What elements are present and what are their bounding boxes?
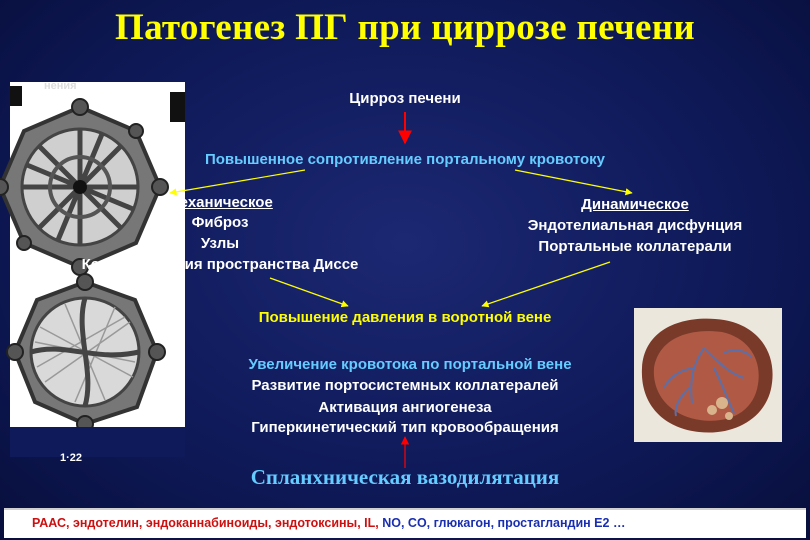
footer-mediators-bar bbox=[4, 508, 806, 538]
footer-mediators bbox=[32, 516, 625, 530]
mechanical-item: Узлы bbox=[200, 235, 240, 252]
consequence-item: Активация ангиогенеза bbox=[318, 399, 492, 416]
node-portal-flow: Увеличение кровотока по портальной вене bbox=[248, 356, 572, 373]
arrow-dynamic-to-pressure bbox=[482, 262, 610, 306]
node-increased-resistance: Повышенное сопротивление портальному кровотоку bbox=[204, 151, 606, 168]
arrow-resistance-to-dynamic bbox=[515, 170, 632, 193]
footer-mediators-blue: NO, CO, глюкагон, простагландин Е2 … bbox=[378, 516, 626, 530]
mechanical-item: Фиброз bbox=[191, 214, 249, 231]
consequence-item: Развитие портосистемных коллатералей bbox=[251, 377, 559, 394]
arrow-mechanical-to-pressure bbox=[270, 278, 348, 306]
histology-bottom-caption: 1·22 bbox=[60, 452, 83, 464]
dynamic-item: Портальные коллатерали bbox=[538, 238, 732, 255]
node-portal-pressure: Повышение давления в воротной вене bbox=[258, 309, 552, 326]
dynamic-heading: Динамическое bbox=[581, 196, 689, 213]
mechanical-item: Коллагенизация пространства Диссе bbox=[81, 256, 359, 273]
node-splanchnic-vasodilation: Спланхническая вазодилятация bbox=[250, 465, 560, 489]
footer-mediators-red: РААС, эндотелин, эндоканнабиноиды, эндотоксины, IL, bbox=[32, 516, 379, 530]
consequence-item: Гиперкинетический тип кровообращения bbox=[251, 419, 559, 436]
cirrhotic-liver-image bbox=[634, 308, 782, 442]
slide-title: Патогенез ПГ при циррозе печени bbox=[114, 7, 696, 48]
histology-top-caption: нения bbox=[44, 80, 77, 92]
mechanical-heading: Механическое bbox=[167, 194, 273, 211]
dynamic-item: Эндотелиальная дисфунция bbox=[527, 217, 743, 234]
node-cirrhosis: Цирроз печени bbox=[349, 90, 461, 107]
